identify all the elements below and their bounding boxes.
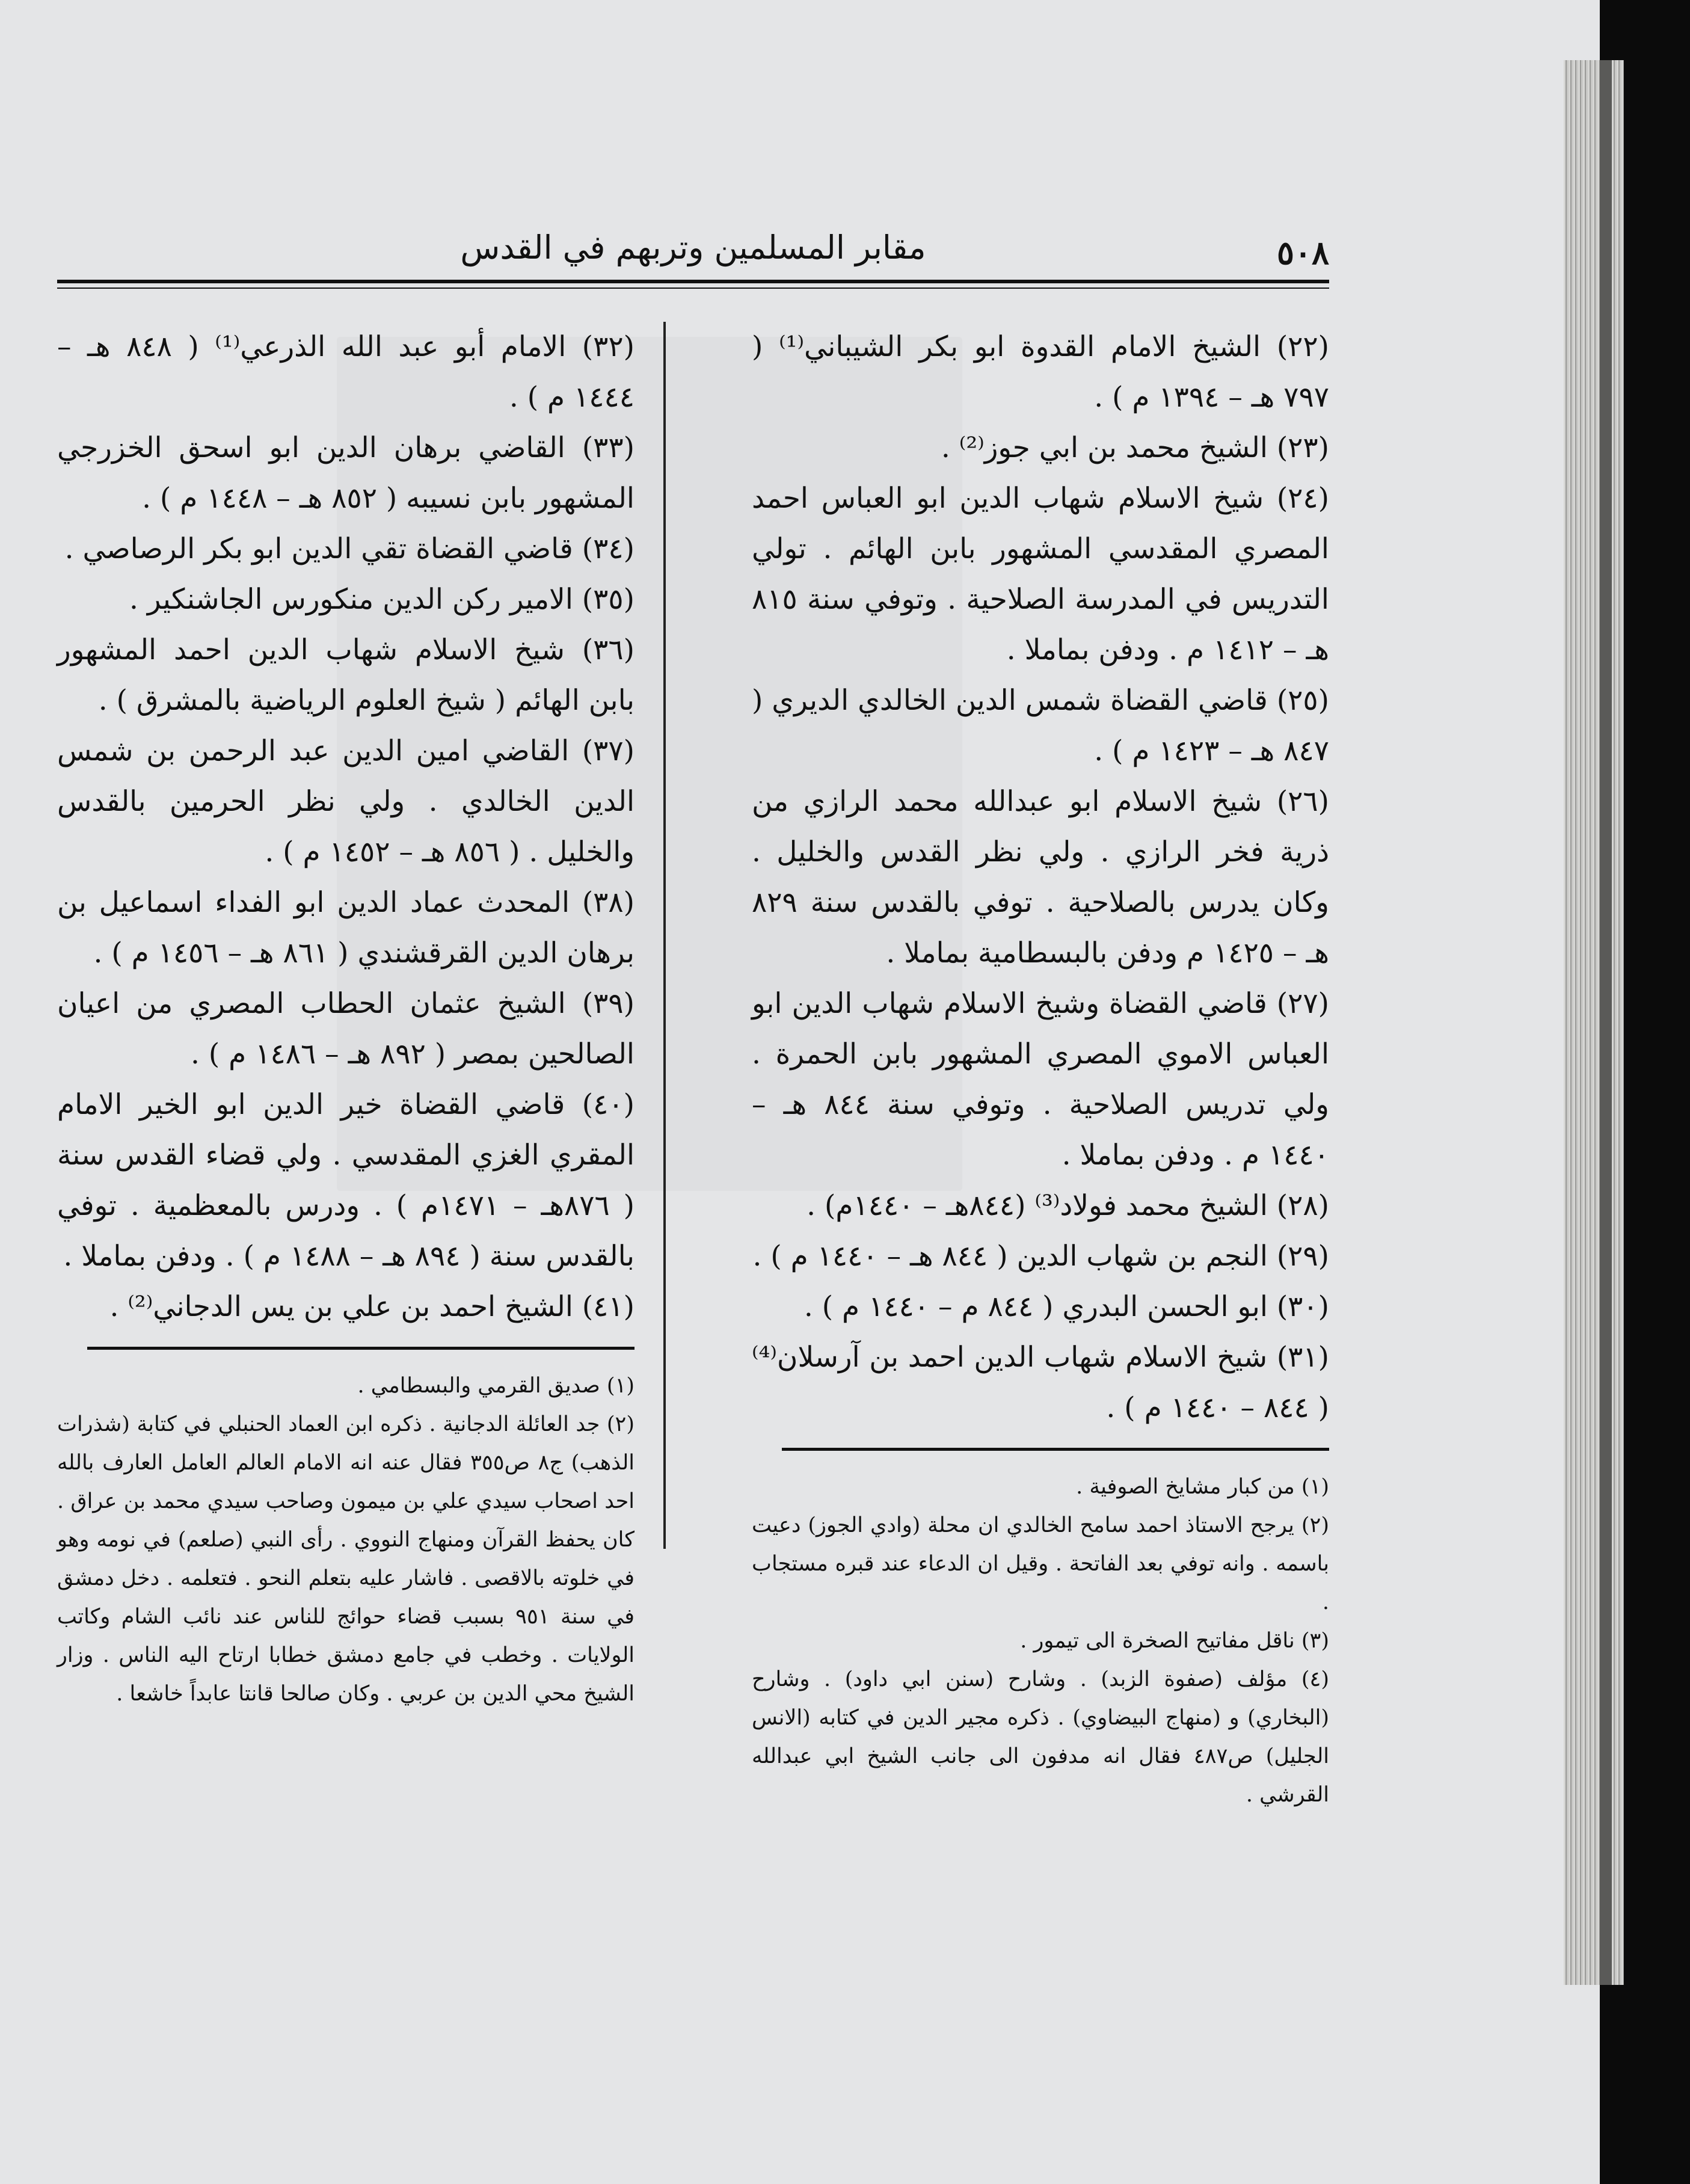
entry-24: (٢٤) شيخ الاسلام شهاب الدين ابو العباس احمد المصري المقدسي المشهور بابن الهائم . تولي التدريس في المدرسة الصلاحية . وتوفي سنة ٨١٥ هـ – ١٤١٢ م . ودفن بماملا .: [752, 482, 1329, 666]
entry-37: (٣٧) القاضي امين الدين عبد الرحمن بن شمس الدين الخالدي . ولي نظر الحرمين بالقدس والخليل . ( ٨٥٦ هـ – ١٤٥٢ م ) .: [57, 734, 635, 869]
footnote-right-3: (٣) ناقل مفاتيح الصخرة الى تيمور .: [1020, 1629, 1329, 1653]
entry-26: (٢٦) شيخ الاسلام ابو عبدالله محمد الرازي من ذرية فخر الرازي . ولي نظر القدس والخليل . وكان يدرس بالصلاحية . توفي بالقدس سنة ٨٢٩ هـ – ١٤٢٥ م ودفن بالبسطامية بماملا .: [752, 785, 1329, 970]
entry-25: (٢٥) قاضي القضاة شمس الدين الخالدي الديري ( ٨٤٧ هـ – ١٤٢٣ م ) .: [752, 684, 1329, 767]
running-title: مقابر المسلمين وتربهم في القدس: [460, 229, 926, 266]
entry-39: (٣٩) الشيخ عثمان الحطاب المصري من اعيان الصالحين بمصر ( ٨٩٢ هـ – ١٤٨٦ م ) .: [57, 987, 635, 1071]
page-stack-edge: [1564, 60, 1624, 1985]
entry-33: (٣٣) القاضي برهان الدين ابو اسحق الخزرجي المشهور بابن نسيبه ( ٨٥٢ هـ – ١٤٤٨ م ) .: [57, 431, 635, 515]
footnote-rule: [87, 1347, 635, 1350]
footnote-left-1: (١) صديق القرمي والبسطامي .: [357, 1374, 635, 1398]
entry-41: (٤١) الشيخ احمد بن علي بن يس الدجاني⁽²⁾ .: [109, 1290, 635, 1323]
left-column: [57, 322, 635, 1713]
entry-23: (٢٣) الشيخ محمد بن ابي جوز⁽²⁾ .: [941, 431, 1329, 464]
page-stack-shadow: [1600, 60, 1612, 1985]
page-number: ٥٠٨: [1276, 233, 1329, 272]
entry-31: (٣١) شيخ الاسلام شهاب الدين احمد بن آرسلان⁽⁴⁾ ( ٨٤٤ – ١٤٤٠ م ) .: [752, 1341, 1329, 1424]
entry-22: (٢٢) الشيخ الامام القدوة ابو بكر الشيباني⁽¹⁾ ( ٧٩٧ هـ – ١٣٩٤ م ) .: [752, 330, 1329, 414]
page-header: [57, 229, 1329, 283]
entry-27: (٢٧) قاضي القضاة وشيخ الاسلام شهاب الدين ابو العباس الاموي المصري المشهور بابن الحمرة . ولي تدريس الصلاحية . وتوفي سنة ٨٤٤ هـ – ١٤٤٠ م . ودفن بماملا .: [752, 987, 1330, 1172]
footnote-right-2: (٢) يرجح الاستاذ احمد سامح الخالدي ان محلة (وادي الجوز) دعيت باسمه . وانه توفي بعد الفاتحة . وقيل ان الدعاء عند قبره مستجاب .: [752, 1513, 1329, 1614]
page-content: [57, 229, 1329, 1973]
footnote-left-2: (٢) جد العائلة الدجانية . ذكره ابن العماد الحنبلي في كتابة (شذرات الذهب) ج٨ ص٣٥٥ فقال عنه انه الامام العالم العامل العارف بالله احد اصحاب سيدي علي بن ميمون وصاحب سيدي محمد بن عراق . كان يحفظ القرآن ومنهاج النووي . رأى النبي (صلعم) في نومه وهو في خلوته بالاقصى . فاشار عليه بتعلم النحو . فتعلمه . دخل دمشق في سنة ٩٥١ بسبب قضاء حوائج للناس عند نائب الشام وكاتب الولايات . وخطب في جامع دمشق خطابا ارتاح اليه الناس . وزار الشيخ محي الدين بن عربي . وكان صالحا قانتا عابداً خاشعا .: [57, 1412, 635, 1706]
entry-29: (٢٩) النجم بن شهاب الدين ( ٨٤٤ هـ – ١٤٤٠ م ) .: [752, 1240, 1329, 1273]
entry-32: (٣٢) الامام أبو عبد الله الذرعي⁽¹⁾ ( ٨٤٨ هـ – ١٤٤٤ م ) .: [57, 330, 635, 414]
entry-30: (٣٠) ابو الحسن البدري ( ٨٤٤ م – ١٤٤٠ م ) .: [804, 1290, 1329, 1323]
entry-34: (٣٤) قاضي القضاة تقي الدين ابو بكر الرصاصي .: [64, 532, 635, 565]
header-rule-thin: [57, 288, 1329, 289]
entry-35: (٣٥) الامير ركن الدين منكورس الجاشنكير .: [129, 583, 635, 616]
entry-36: (٣٦) شيخ الاسلام شهاب الدين احمد المشهور بابن الهائم ( شيخ العلوم الرياضية بالمشرق ) .: [57, 633, 635, 717]
footnote-rule: [782, 1448, 1329, 1451]
entry-38: (٣٨) المحدث عماد الدين ابو الفداء اسماعيل بن برهان الدين القرقشندي ( ٨٦١ هـ – ١٤٥٦ م ) .: [57, 886, 635, 970]
footnote-right-1: (١) من كبار مشايخ الصوفية .: [1076, 1475, 1329, 1499]
header-rule-thick: [57, 280, 1329, 283]
footnote-right-4: (٤) مؤلف (صفوة الزبد) . وشارح (سنن ابي داود) . وشارح (البخاري) و (منهاج البيضاوي) . ذكره مجير الدين في كتابه (الانس الجليل) ص٤٨٧ فقال انه مدفون الى جانب الشيخ ابي عبدالله القرشي .: [752, 1667, 1330, 1807]
entry-40: (٤٠) قاضي القضاة خير الدين ابو الخير الامام المقري الغزي المقدسي . ولي قضاء القدس سنة ( ٨٧٦هـ – ١٤٧١م ) . ودرس بالمعظمية . توفي بالقدس سنة ( ٨٩٤ هـ – ١٤٨٨ م ) . ودفن بماملا .: [57, 1088, 635, 1273]
right-column: [752, 322, 1329, 1814]
column-divider: [663, 322, 666, 1549]
entry-28: (٢٨) الشيخ محمد فولاد⁽³⁾ (٨٤٤هـ – ١٤٤٠م) .: [807, 1189, 1329, 1222]
